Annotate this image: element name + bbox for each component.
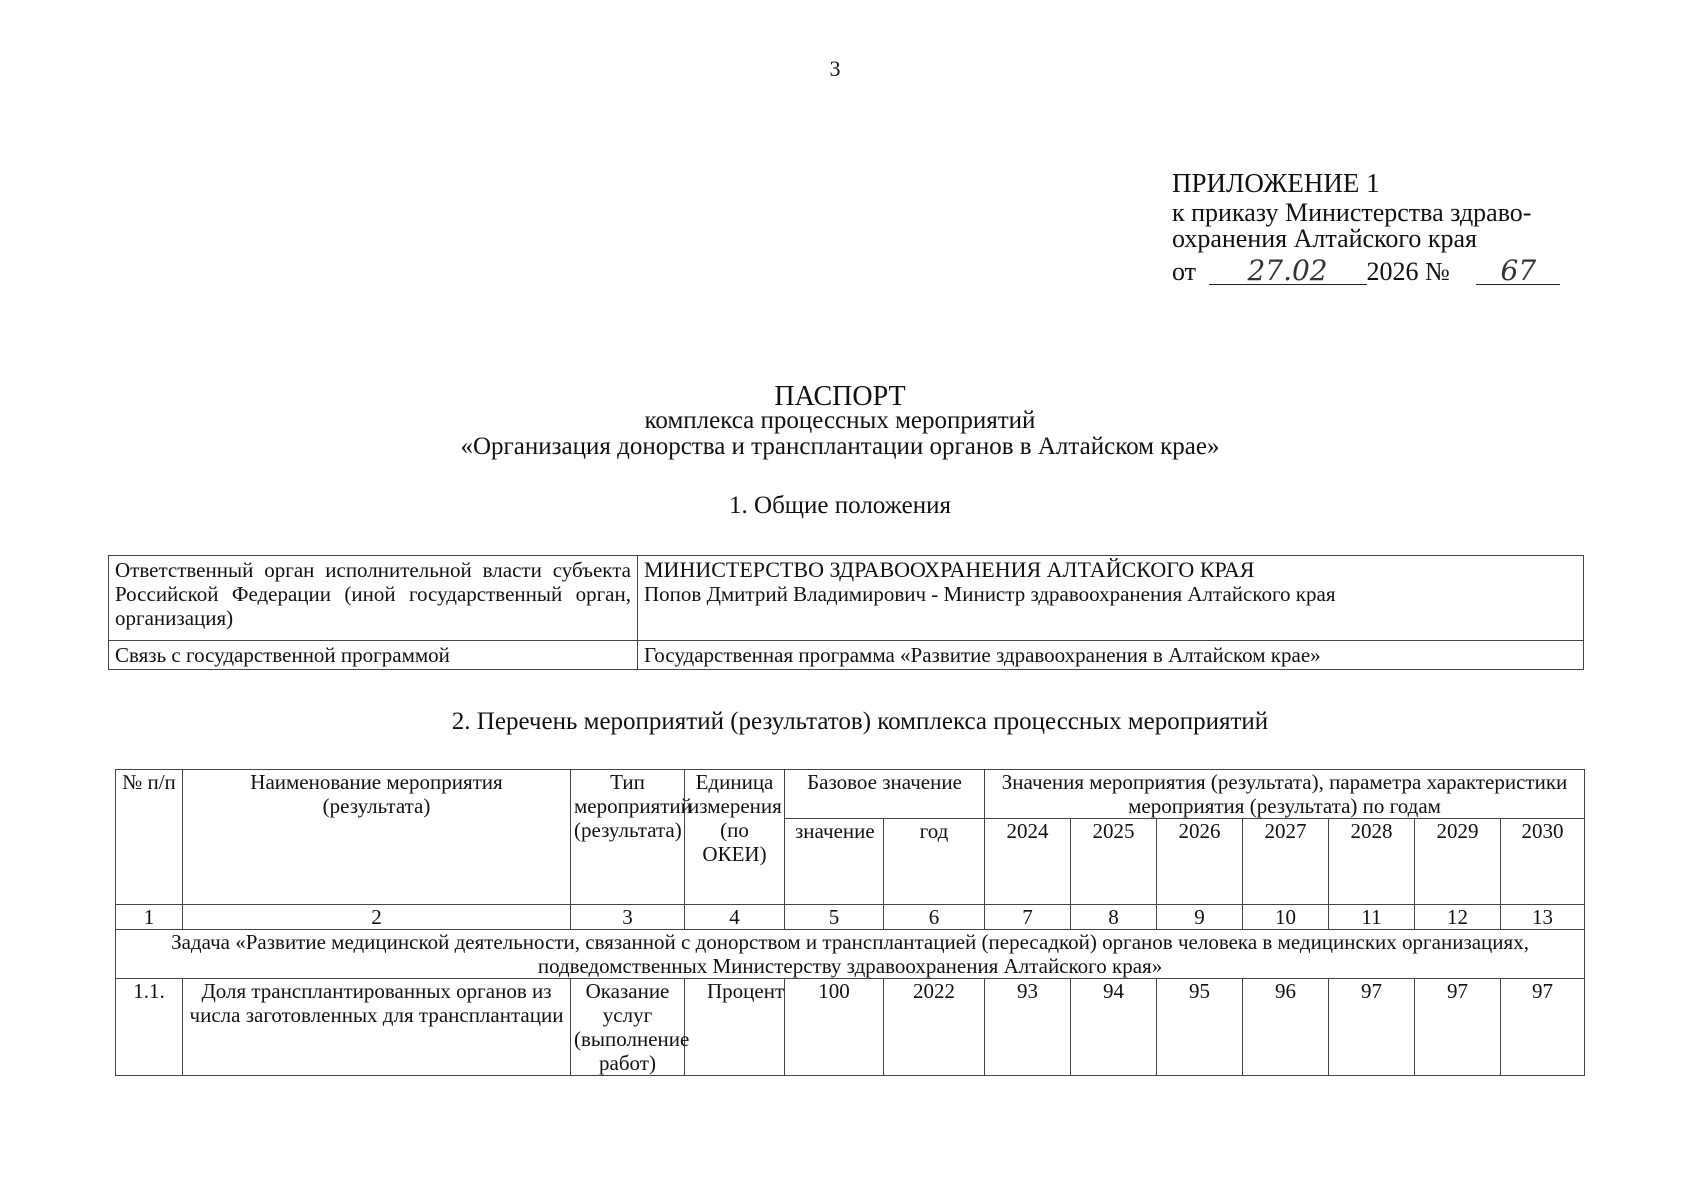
table-row <box>116 979 1585 1076</box>
header-type: Тип мероприятий (результата) <box>571 770 685 905</box>
passport-title: ПАСПОРТ <box>774 381 906 412</box>
row-value-2024: 93 <box>985 979 1071 1076</box>
ministry-name: МИНИСТЕРСТВО ЗДРАВООХРАНЕНИЯ АЛТАЙСКОГО КРАЯ <box>644 557 1255 582</box>
passport-subtitle <box>0 408 1680 460</box>
row-base-year: 2022 <box>884 979 985 1076</box>
appendix-block <box>1172 170 1560 285</box>
header-values: Значения мероприятия (результата), параметра характеристики мероприятия (результата) по годам <box>985 770 1585 819</box>
row-value-2028: 97 <box>1329 979 1415 1076</box>
row-value-2030: 97 <box>1501 979 1585 1076</box>
handwritten-number: 67 <box>1476 258 1560 285</box>
table-row <box>109 556 1584 641</box>
program-link-label: Связь с государственной программой <box>109 641 638 670</box>
row-value-2029: 97 <box>1415 979 1501 1076</box>
header-num: № п/п <box>116 770 183 905</box>
col-number: 1 <box>116 905 183 930</box>
handwritten-date: 27.02 <box>1209 258 1367 285</box>
row-value-2026: 95 <box>1157 979 1243 1076</box>
row-name: Доля трансплантированных органов из числа заготовленных для трансплантации <box>183 979 571 1076</box>
section-1-title: 1. Общие положения <box>729 492 951 519</box>
general-info-table <box>108 555 1584 670</box>
col-number: 10 <box>1243 905 1329 930</box>
task-row <box>116 930 1585 979</box>
col-number: 6 <box>884 905 985 930</box>
minister-name: Попов Дмитрий Владимирович - Министр здравоохранения Алтайского края <box>644 582 1336 606</box>
from-label: от <box>1172 257 1197 286</box>
header-year-2024: 2024 <box>985 819 1071 905</box>
col-number: 2 <box>183 905 571 930</box>
row-value-2025: 94 <box>1071 979 1157 1076</box>
header-base-year: год <box>884 819 985 905</box>
row-num: 1.1. <box>116 979 183 1076</box>
program-link-value: Государственная программа «Развитие здравоохранения в Алтайском крае» <box>638 641 1584 670</box>
table-header-row <box>116 770 1585 819</box>
passport-subtitle-1: комплекса процессных мероприятий <box>644 407 1036 434</box>
responsible-label: Ответственный орган исполнительной власти субъекта Российской Федерации (иной государственный орган, организация) <box>109 556 638 641</box>
col-number: 8 <box>1071 905 1157 930</box>
row-type: Оказание услуг (выполнение работ) <box>571 979 685 1076</box>
row-unit: Процент <box>685 979 785 1076</box>
year-number-label: 2026 № <box>1366 257 1450 286</box>
table-row <box>109 641 1584 670</box>
task-text: Задача «Развитие медицинской деятельности, связанной с донорством и трансплантацией (пересадкой) органов человека в медицинских организациях, подведомственных Министерству здравоохранения Алтайского края» <box>116 930 1585 979</box>
header-year-2025: 2025 <box>1071 819 1157 905</box>
responsible-value <box>638 556 1584 641</box>
header-name: Наименование мероприятия (результата) <box>183 770 571 905</box>
section-2-title: 2. Перечень мероприятий (результатов) комплекса процессных мероприятий <box>451 708 1269 735</box>
header-year-2029: 2029 <box>1415 819 1501 905</box>
appendix-date-line <box>1172 254 1560 287</box>
header-year-2028: 2028 <box>1329 819 1415 905</box>
header-base: Базовое значение <box>785 770 985 819</box>
page-number: 3 <box>829 56 841 81</box>
passport-subtitle-2: «Организация донорства и трансплантации органов в Алтайском крае» <box>460 433 1220 460</box>
row-value-2027: 96 <box>1243 979 1329 1076</box>
appendix-line-2: охранения Алтайского края <box>1172 224 1478 253</box>
column-number-row <box>116 905 1585 930</box>
appendix-title: ПРИЛОЖЕНИЕ 1 <box>1172 168 1380 198</box>
col-number: 4 <box>685 905 785 930</box>
col-number: 9 <box>1157 905 1243 930</box>
col-number: 7 <box>985 905 1071 930</box>
header-year-2026: 2026 <box>1157 819 1243 905</box>
header-year-2027: 2027 <box>1243 819 1329 905</box>
appendix-line-1: к приказу Министерства здраво- <box>1172 198 1532 227</box>
header-base-value: значение <box>785 819 884 905</box>
row-base-value: 100 <box>785 979 884 1076</box>
header-unit: Единица измерения (по ОКЕИ) <box>685 770 785 905</box>
col-number: 11 <box>1329 905 1415 930</box>
col-number: 12 <box>1415 905 1501 930</box>
col-number: 5 <box>785 905 884 930</box>
header-year-2030: 2030 <box>1501 819 1585 905</box>
activities-table <box>115 769 1585 1076</box>
col-number: 13 <box>1501 905 1585 930</box>
col-number: 3 <box>571 905 685 930</box>
